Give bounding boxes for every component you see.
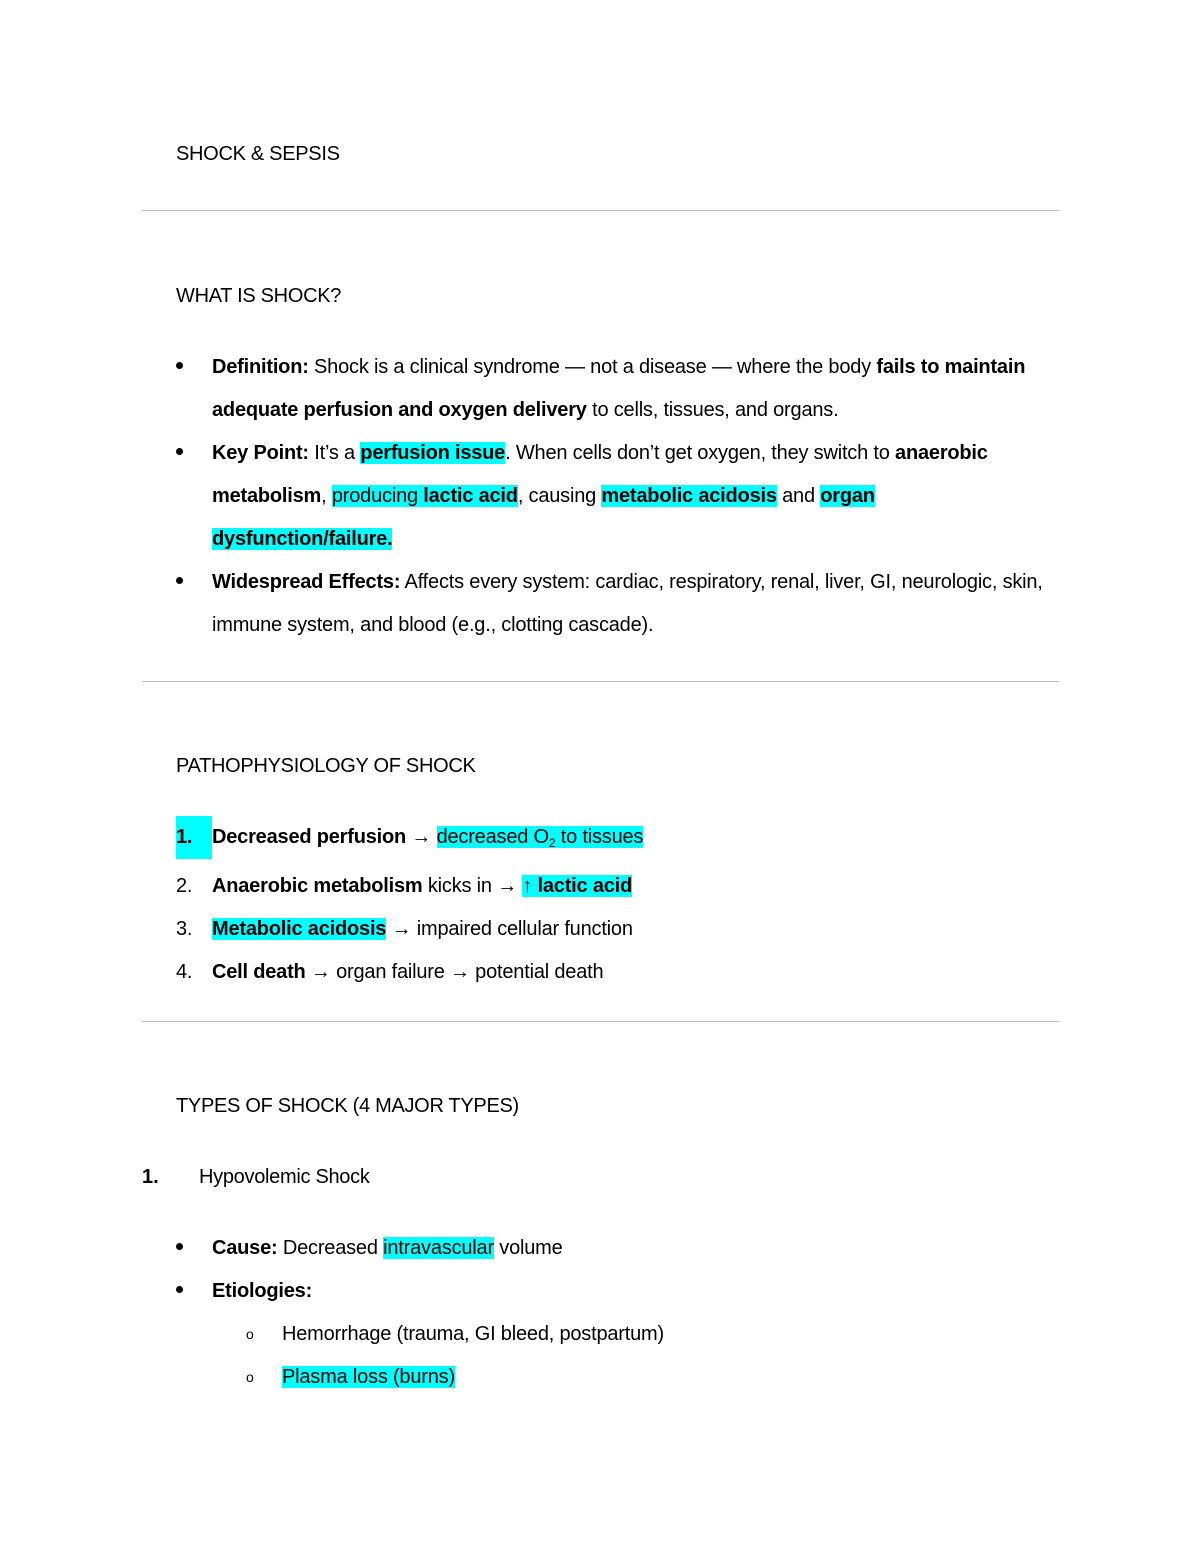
key-point-text-5: and: [776, 485, 821, 507]
step-bold: Cell death: [212, 961, 306, 983]
list-item-key-point: [176, 432, 1056, 561]
key-point-text-1: It’s a: [308, 442, 361, 464]
section-heading-pathophysiology: PATHOPHYSIOLOGY OF SHOCK: [176, 755, 476, 777]
widespread-label: Widespread Effects:: [212, 571, 401, 593]
etiologies-list: [246, 1313, 664, 1399]
widespread-text: Affects every system: cardiac, respiratory, renal, liver, GI, neurologic, skin, immune system, and blood (e.g., clotting cascade).: [212, 571, 1043, 636]
list-number: 1.: [176, 816, 212, 859]
horizontal-rule: [142, 681, 1059, 682]
horizontal-rule: [142, 210, 1059, 211]
cause-text: Decreased: [277, 1237, 384, 1259]
highlight-metabolic-acidosis-step: Metabolic acidosis: [212, 918, 387, 940]
key-point-text-3: ,: [321, 485, 332, 507]
list-item-cause: [176, 1227, 1056, 1270]
step-bold: Anaerobic metabolism: [212, 875, 423, 897]
highlight-metabolic-acidosis: metabolic acidosis: [601, 485, 777, 507]
list-item-widespread: [176, 561, 1056, 647]
list-item: [176, 816, 1056, 865]
step-bold: Decreased perfusion: [212, 826, 407, 848]
step-text: → organ failure → potential death: [305, 961, 604, 983]
list-item: [246, 1356, 664, 1399]
definition-bold: fails to maintain adequate perfusion and oxygen delivery: [212, 356, 1026, 421]
bullet-icon: [176, 346, 206, 389]
list-item: [176, 865, 1056, 908]
list-item-etiologies: [176, 1270, 1056, 1313]
bullet-icon: [176, 1270, 206, 1313]
key-point-label: Key Point:: [212, 442, 309, 464]
list-number: 2.: [176, 875, 193, 897]
key-point-text-2: . When cells don’t get oxygen, they switch to: [505, 442, 896, 464]
highlight-decreased-o2: decreased $O_2$ to tissues: [436, 826, 644, 850]
step-text: kicks in →: [422, 875, 523, 897]
list-item-definition: [176, 346, 1056, 432]
subsection-number: 1.: [142, 1166, 159, 1188]
step-text: → impaired cellular function: [386, 918, 633, 940]
circle-bullet-icon: o: [246, 1369, 254, 1385]
section-heading-types: TYPES OF SHOCK (4 MAJOR TYPES): [176, 1095, 519, 1117]
definition-text-1: Shock is a clinical syndrome — not a disease — where the body: [308, 356, 877, 378]
hypovolemic-list: [176, 1227, 1056, 1313]
document-title: SHOCK & SEPSIS: [176, 143, 340, 165]
key-point-anaerobic: anaerobic metabolism: [212, 442, 988, 507]
list-number: 4.: [176, 961, 193, 983]
circle-bullet-icon: o: [246, 1326, 254, 1342]
highlight-lactic-acid-up: ↑ lactic acid: [522, 875, 633, 897]
pathophysiology-list: [176, 816, 1056, 994]
bullet-icon: [176, 432, 206, 475]
key-point-text-4: , causing: [517, 485, 602, 507]
subsection-title: Hypovolemic Shock: [199, 1166, 370, 1188]
bullet-icon: [176, 561, 206, 604]
section-heading-what-is-shock: WHAT IS SHOCK?: [176, 285, 342, 307]
highlight-perfusion-issue: perfusion issue: [360, 442, 506, 464]
etiology-text-highlighted: Plasma loss (burns): [282, 1366, 455, 1388]
horizontal-rule: [142, 1021, 1059, 1022]
highlight-intravascular: intravascular: [383, 1237, 494, 1259]
highlight-producing: producing: [331, 485, 424, 507]
list-item: [176, 951, 1056, 994]
etiology-text: Hemorrhage (trauma, GI bleed, postpartum): [282, 1323, 664, 1345]
bullet-icon: [176, 1227, 206, 1270]
highlight-organ-failure: organ dysfunction/failure.: [212, 485, 875, 550]
highlight-lactic-acid: lactic acid: [423, 485, 518, 507]
cause-label: Cause:: [212, 1237, 278, 1259]
definition-label: Definition:: [212, 356, 309, 378]
list-number: 3.: [176, 918, 193, 940]
definition-text-2: to cells, tissues, and organs.: [586, 399, 839, 421]
step-arrow: →: [406, 826, 437, 848]
what-is-shock-list: [176, 346, 1056, 647]
etiologies-label: Etiologies:: [212, 1280, 313, 1302]
list-item: [246, 1313, 664, 1356]
cause-end: volume: [493, 1237, 563, 1259]
list-item: [176, 908, 1056, 951]
